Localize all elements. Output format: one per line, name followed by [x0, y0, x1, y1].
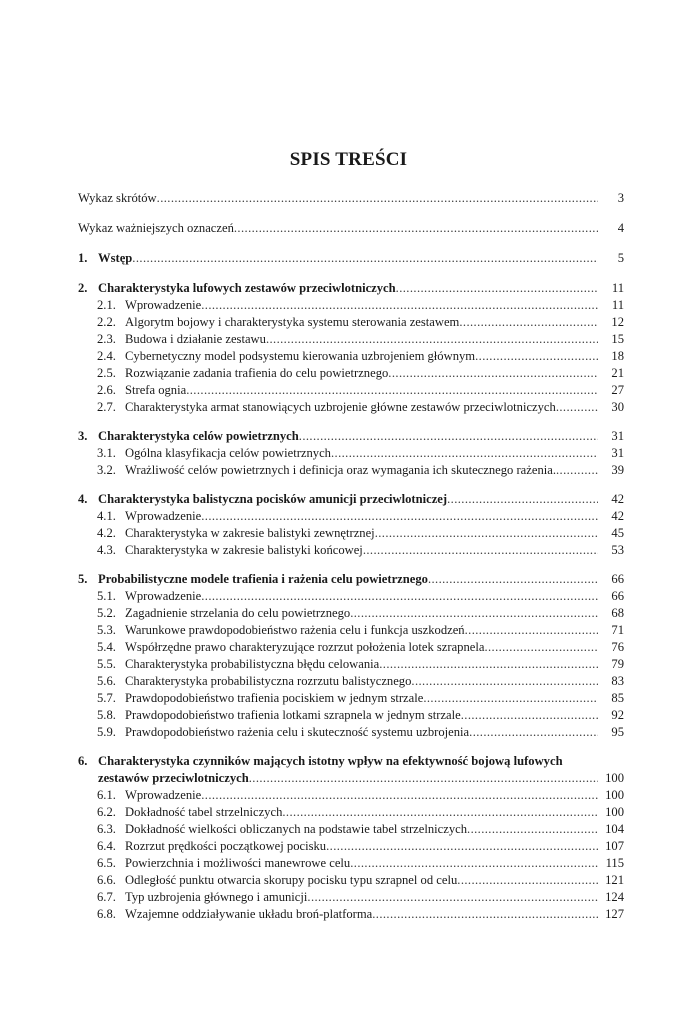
chapter-page: 66	[611, 572, 624, 586]
chapter-title: Charakterystyka balistyczna pocisków amunicji przeciwlotniczej	[98, 492, 448, 506]
section-title: Prawdopodobieństwo trafienia lotkami szrapnela w jednym strzale	[125, 708, 461, 722]
toc-section[interactable]	[78, 348, 624, 365]
section-page: 27	[611, 383, 624, 397]
section-number: 2.5.	[97, 366, 116, 380]
section-page: 12	[611, 315, 624, 329]
toc-section[interactable]	[78, 872, 624, 889]
toc-section[interactable]	[78, 821, 624, 838]
section-page: 92	[611, 708, 624, 722]
leader-dots	[282, 804, 598, 821]
section-page: 104	[605, 822, 624, 836]
leader-dots	[249, 770, 598, 787]
section-title: Prawdopodobieństwo rażenia celu i skuteczność systemu uzbrojenia	[125, 725, 470, 739]
section-number: 6.1.	[97, 788, 116, 802]
section-number: 6.6.	[97, 873, 116, 887]
toc-section[interactable]	[78, 855, 624, 872]
leader-dots	[201, 588, 598, 605]
toc-chapter-4[interactable]	[78, 491, 624, 508]
section-number: 4.1.	[97, 509, 116, 523]
leader-dots	[465, 622, 598, 639]
leader-dots	[201, 508, 598, 525]
section-title: Wzajemne oddziaływanie układu broń-platforma	[125, 907, 373, 921]
section-number: 5.6.	[97, 674, 116, 688]
leader-dots	[201, 787, 598, 804]
leader-dots	[461, 707, 598, 724]
section-title: Rozwiązanie zadania trafienia do celu powietrznego	[125, 366, 389, 380]
section-title: Strefa ognia	[125, 383, 187, 397]
section-page: 53	[611, 543, 624, 557]
chapter-page: 5	[617, 251, 624, 265]
leader-dots	[363, 542, 598, 559]
chapter-title: Wstęp	[98, 251, 133, 265]
toc-section[interactable]	[78, 690, 624, 707]
section-title: Współrzędne prawo charakteryzujące rozrzut położenia lotek szrapnela	[125, 640, 485, 654]
leader-dots	[234, 220, 598, 237]
toc-section[interactable]	[78, 331, 624, 348]
toc-section[interactable]	[78, 365, 624, 382]
leader-dots	[266, 331, 598, 348]
leader-dots	[475, 348, 598, 365]
leader-dots	[457, 872, 598, 889]
toc-section[interactable]	[78, 622, 624, 639]
toc-section[interactable]	[78, 787, 624, 804]
section-title: Typ uzbrojenia głównego i amunicji	[125, 890, 308, 904]
section-page: 121	[605, 873, 624, 887]
section-title: Wprowadzenie	[125, 509, 202, 523]
section-number: 5.1.	[97, 589, 116, 603]
leader-dots	[372, 906, 598, 923]
section-title: Rozrzut prędkości początkowej pocisku	[125, 839, 327, 853]
toc-section[interactable]	[78, 724, 624, 741]
section-number: 2.6.	[97, 383, 116, 397]
section-title: Cybernetyczny model podsystemu kierowania uzbrojeniem głównym	[125, 349, 476, 363]
section-number: 6.5.	[97, 856, 116, 870]
section-title: Warunkowe prawdopodobieństwo rażenia celu i funkcja uszkodzeń	[125, 623, 465, 637]
section-number: 5.3.	[97, 623, 116, 637]
section-number: 6.7.	[97, 890, 116, 904]
leader-dots	[388, 365, 598, 382]
chapter-number: 3.	[78, 429, 88, 443]
leader-dots	[411, 673, 598, 690]
section-number: 2.7.	[97, 400, 116, 414]
leader-dots	[132, 250, 598, 267]
section-number: 5.8.	[97, 708, 116, 722]
leader-dots	[459, 314, 598, 331]
leader-dots	[396, 280, 598, 297]
leader-dots	[157, 190, 598, 207]
section-page: 15	[611, 332, 624, 346]
section-page: 31	[611, 446, 624, 460]
chapter-title: Charakterystyka lufowych zestawów przeciwlotniczych	[98, 281, 396, 295]
chapter-number: 1.	[78, 251, 88, 265]
section-title: Dokładność wielkości obliczanych na podstawie tabel strzelniczych	[125, 822, 468, 836]
section-page: 68	[611, 606, 624, 620]
toc-section[interactable]	[78, 656, 624, 673]
leader-dots	[299, 428, 598, 445]
toc-section[interactable]	[78, 297, 624, 314]
section-page: 66	[611, 589, 624, 603]
section-number: 6.4.	[97, 839, 116, 853]
section-page: 127	[605, 907, 624, 921]
leader-dots	[469, 724, 598, 741]
toc-section[interactable]	[78, 639, 624, 656]
chapter-title-line2: zestawów przeciwlotniczych	[98, 771, 249, 785]
toc-section[interactable]	[78, 399, 624, 416]
section-number: 5.7.	[97, 691, 116, 705]
section-title: Charakterystyka w zakresie balistyki końcowej	[125, 543, 363, 557]
toc-entry-label: Wykaz skrótów	[78, 191, 157, 205]
toc-chapter-6-continued[interactable]	[78, 770, 624, 787]
section-page: 100	[605, 788, 624, 802]
section-page: 76	[611, 640, 624, 654]
section-number: 3.1.	[97, 446, 116, 460]
leader-dots	[428, 571, 598, 588]
chapter-title-line1: Charakterystyka czynników mających istotny wpływ na efektywność bojową lufowych	[98, 754, 563, 768]
toc-entry-notation[interactable]	[78, 220, 624, 237]
toc-section[interactable]	[78, 889, 624, 906]
section-page: 18	[611, 349, 624, 363]
section-number: 5.4.	[97, 640, 116, 654]
chapter-page: 100	[605, 771, 624, 785]
leader-dots	[556, 462, 598, 479]
section-title: Charakterystyka probabilistyczna błędu celowania	[125, 657, 380, 671]
section-title: Prawdopodobieństwo trafienia pociskiem w jednym strzale	[125, 691, 424, 705]
section-page: 42	[611, 509, 624, 523]
section-number: 5.5.	[97, 657, 116, 671]
toc-entry-page: 3	[617, 191, 624, 205]
section-title: Wprowadzenie	[125, 298, 202, 312]
section-title: Charakterystyka probabilistyczna rozrzutu balistycznego	[125, 674, 412, 688]
section-title: Zagadnienie strzelania do celu powietrznego	[125, 606, 351, 620]
section-page: 21	[611, 366, 624, 380]
section-number: 2.1.	[97, 298, 116, 312]
section-number: 6.3.	[97, 822, 116, 836]
section-title: Wrażliwość celów powietrznych i definicja oraz wymagania ich skutecznego rażenia.	[125, 463, 556, 477]
chapter-page: 42	[611, 492, 624, 506]
section-title: Wprowadzenie	[125, 589, 202, 603]
chapter-page: 31	[611, 429, 624, 443]
section-page: 39	[611, 463, 624, 477]
section-page: 45	[611, 526, 624, 540]
section-page: 100	[605, 805, 624, 819]
section-number: 6.8.	[97, 907, 116, 921]
section-page: 30	[611, 400, 624, 414]
leader-dots	[307, 889, 598, 906]
chapter-number: 4.	[78, 492, 88, 506]
toc-section[interactable]	[78, 382, 624, 399]
section-page: 124	[605, 890, 624, 904]
chapter-number: 6.	[78, 754, 88, 768]
chapter-title: Charakterystyka celów powietrznych	[98, 429, 299, 443]
leader-dots	[331, 445, 598, 462]
section-title: Dokładność tabel strzelniczych	[125, 805, 283, 819]
section-page: 95	[611, 725, 624, 739]
toc-section[interactable]	[78, 542, 624, 559]
toc-section[interactable]	[78, 445, 624, 462]
chapter-number: 2.	[78, 281, 88, 295]
leader-dots	[186, 382, 598, 399]
page-title: SPIS TREŚCI	[289, 149, 408, 170]
section-title: Charakterystyka w zakresie balistyki zewnętrznej	[125, 526, 375, 540]
toc-entry-label: Wykaz ważniejszych oznaczeń	[78, 221, 234, 235]
leader-dots	[350, 855, 598, 872]
leader-dots	[375, 525, 598, 542]
section-number: 2.2.	[97, 315, 116, 329]
leader-dots	[556, 399, 598, 416]
chapter-title: Probabilistyczne modele trafienia i rażenia celu powietrznego	[98, 572, 428, 586]
leader-dots	[350, 605, 598, 622]
chapter-page: 11	[611, 281, 624, 295]
leader-dots	[379, 656, 598, 673]
toc-section[interactable]	[78, 707, 624, 724]
section-page: 107	[605, 839, 624, 853]
section-number: 4.3.	[97, 543, 116, 557]
section-number: 3.2.	[97, 463, 116, 477]
toc-section[interactable]	[78, 525, 624, 542]
section-page: 11	[611, 298, 624, 312]
section-page: 83	[611, 674, 624, 688]
section-number: 2.3.	[97, 332, 116, 346]
chapter-number: 5.	[78, 572, 88, 586]
toc-section[interactable]	[78, 673, 624, 690]
toc-entry-page: 4	[617, 221, 624, 235]
leader-dots	[326, 838, 598, 855]
section-page: 115	[605, 856, 624, 870]
toc-section[interactable]	[78, 605, 624, 622]
section-title: Wprowadzenie	[125, 788, 202, 802]
section-page: 85	[611, 691, 624, 705]
toc-section[interactable]	[78, 804, 624, 821]
toc-entry-abbreviations[interactable]	[78, 190, 624, 207]
toc-chapter-6[interactable]	[78, 753, 624, 770]
toc-chapter-1[interactable]	[78, 250, 624, 267]
leader-dots	[201, 297, 598, 314]
leader-dots	[484, 639, 598, 656]
section-page: 71	[611, 623, 624, 637]
toc-section[interactable]	[78, 508, 624, 525]
toc-section[interactable]	[78, 906, 624, 923]
leader-dots	[447, 491, 598, 508]
section-number: 2.4.	[97, 349, 116, 363]
toc-chapter-5[interactable]	[78, 571, 624, 588]
section-title: Charakterystyka armat stanowiących uzbrojenie główne zestawów przeciwlotniczych	[125, 400, 556, 414]
section-number: 5.9.	[97, 725, 116, 739]
section-title: Powierzchnia i możliwości manewrowe celu	[125, 856, 351, 870]
toc-section[interactable]	[78, 588, 624, 605]
section-title: Odległość punktu otwarcia skorupy pocisku typu szrapnel od celu	[125, 873, 458, 887]
section-page: 79	[611, 657, 624, 671]
leader-dots	[423, 690, 598, 707]
toc-section[interactable]	[78, 838, 624, 855]
toc-chapter-2[interactable]	[78, 280, 624, 297]
section-number: 4.2.	[97, 526, 116, 540]
toc-section[interactable]	[78, 314, 624, 331]
section-number: 6.2.	[97, 805, 116, 819]
section-title: Algorytm bojowy i charakterystyka systemu sterowania zestawem	[125, 315, 460, 329]
toc-section[interactable]	[78, 462, 624, 479]
leader-dots	[467, 821, 598, 838]
table-of-contents	[78, 190, 624, 923]
section-number: 5.2.	[97, 606, 116, 620]
toc-chapter-3[interactable]	[78, 428, 624, 445]
section-title: Ogólna klasyfikacja celów powietrznych	[125, 446, 331, 460]
section-title: Budowa i działanie zestawu	[125, 332, 266, 346]
